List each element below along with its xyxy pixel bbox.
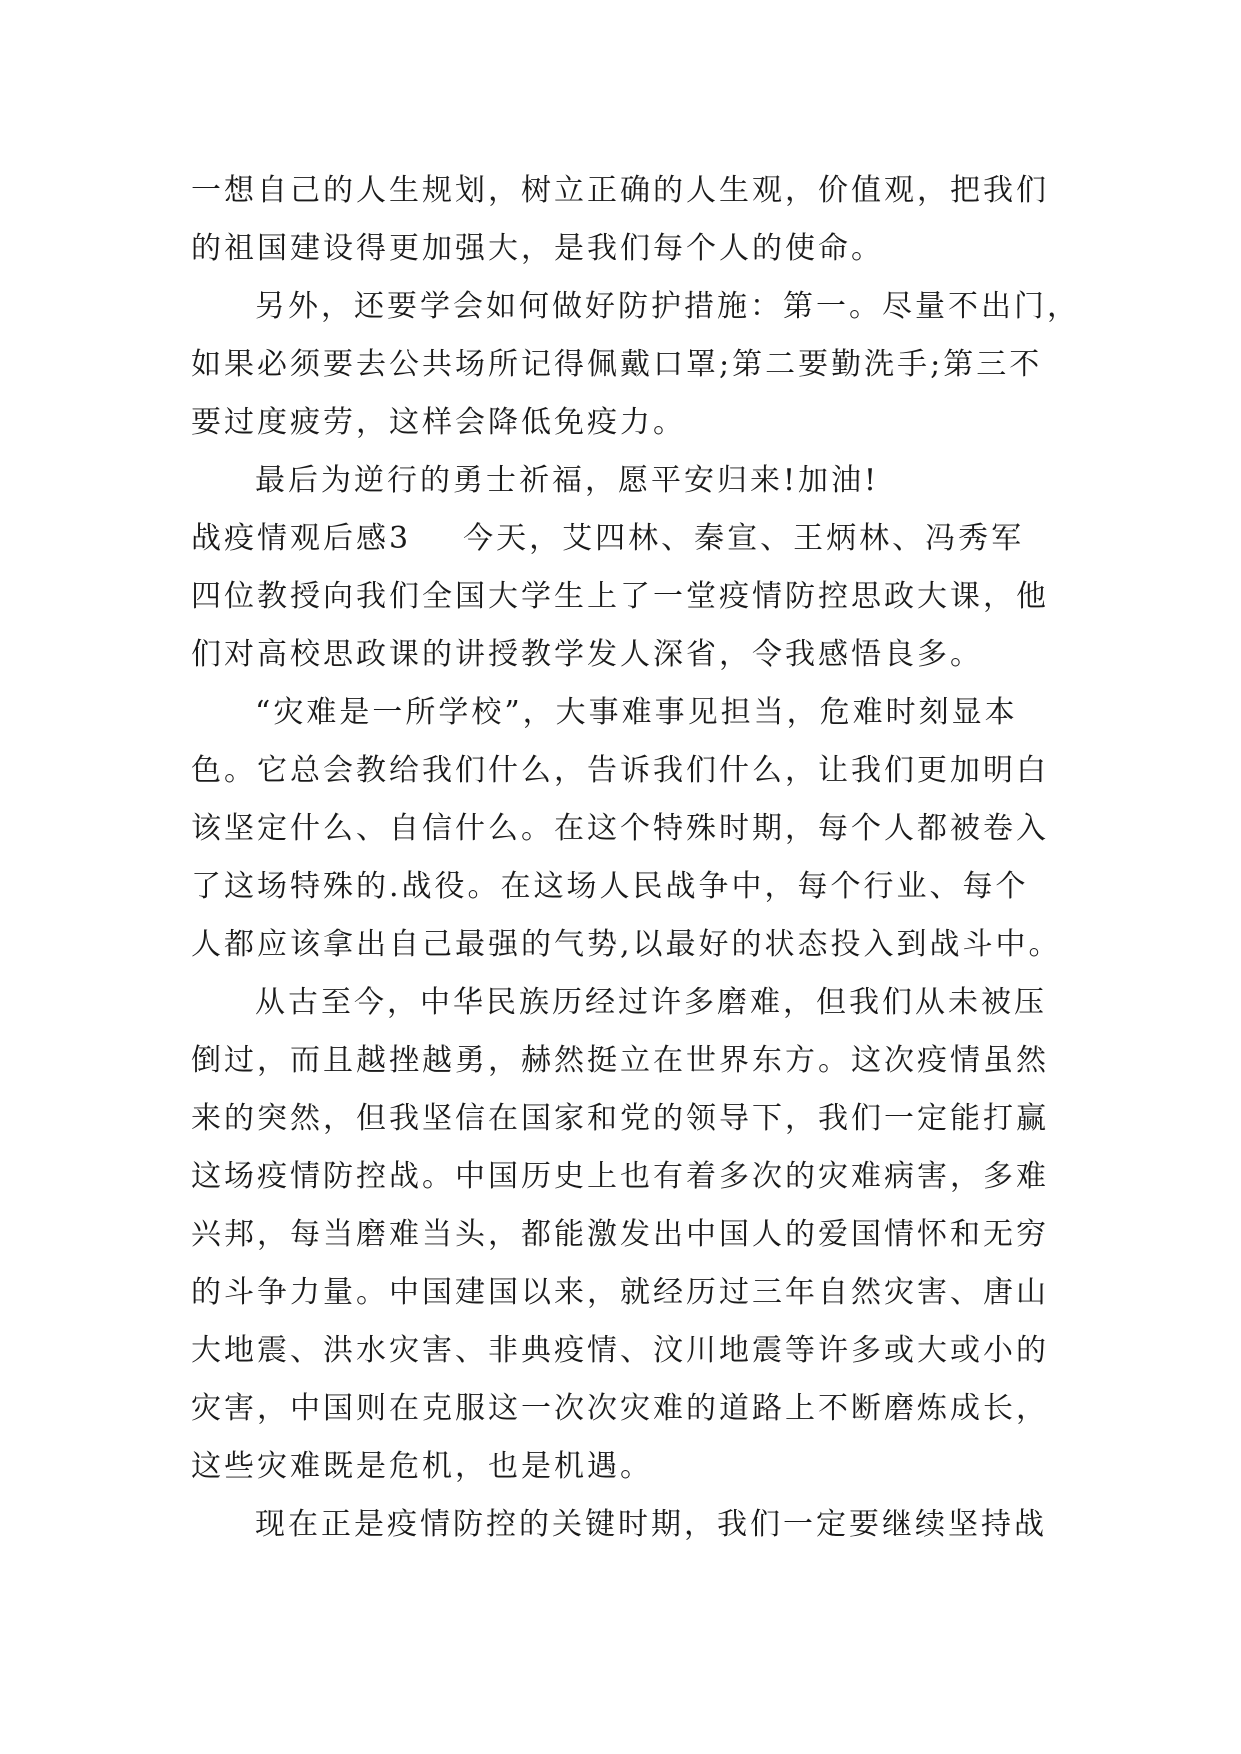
text-line: 一想自己的人生规划，树立正确的人生观，价值观，把我们 xyxy=(191,173,1049,208)
text-line: 如果必须要去公共场所记得佩戴口罩;第二要勤洗手;第三不 xyxy=(191,347,1043,382)
paragraph-start-line: “灾难是一所学校”，大事难事见担当，危难时刻显本 xyxy=(255,695,1018,730)
section-heading-line xyxy=(191,510,1053,568)
text-line: 灾害，中国则在克服这一次次灾难的道路上不断磨炼成长， xyxy=(191,1391,1049,1426)
text-line: 该坚定什么、自信什么。在这个特殊时期，每个人都被卷入 xyxy=(191,811,1049,846)
text-line: 要过度疲劳，这样会降低免疫力。 xyxy=(191,405,686,440)
text-line: 来的突然，但我坚信在国家和党的领导下，我们一定能打赢 xyxy=(191,1101,1049,1136)
paragraph-start-line: 最后为逆行的勇士祈福，愿平安归来!加油! xyxy=(255,463,880,498)
text-line: 了这场特殊的.战役。在这场人民战争中，每个行业、每个 xyxy=(191,869,1029,904)
paragraph-start-line: 从古至今，中华民族历经过许多磨难，但我们从未被压 xyxy=(255,985,1047,1020)
text-line: 大地震、洪水灾害、非典疫情、汶川地震等许多或大或小的 xyxy=(191,1333,1049,1368)
text-line: 的斗争力量。中国建国以来，就经历过三年自然灾害、唐山 xyxy=(191,1275,1049,1310)
paragraph-start-line: 另外，还要学会如何做好防护措施：第一。尽量不出门， xyxy=(255,289,1080,324)
text-line: 这场疫情防控战。中国历史上也有着多次的灾难病害，多难 xyxy=(191,1159,1049,1194)
text-line: 的祖国建设得更加强大，是我们每个人的使命。 xyxy=(191,231,884,266)
text-line: 今天，艾四林、秦宣、王炳林、冯秀军 xyxy=(463,521,1025,556)
text-line: 色。它总会教给我们什么，告诉我们什么，让我们更加明白 xyxy=(191,753,1049,788)
section-title: 战疫情观后感3 xyxy=(191,521,412,556)
document-body xyxy=(191,162,1080,1554)
text-line: 们对高校思政课的讲授教学发人深省，令我感悟良多。 xyxy=(191,637,983,672)
text-line: 倒过，而且越挫越勇，赫然挺立在世界东方。这次疫情虽然 xyxy=(191,1043,1049,1078)
paragraph-start-line: 现在正是疫情防控的关键时期，我们一定要继续坚持战 xyxy=(255,1507,1047,1542)
text-line: 兴邦，每当磨难当头，都能激发出中国人的爱国情怀和无穷 xyxy=(191,1217,1049,1252)
text-line: 四位教授向我们全国大学生上了一堂疫情防控思政大课，他 xyxy=(191,579,1049,614)
text-line: 这些灾难既是危机，也是机遇。 xyxy=(191,1449,653,1484)
text-line: 人都应该拿出自己最强的气势,以最好的状态投入到战斗中。 xyxy=(191,927,1062,962)
